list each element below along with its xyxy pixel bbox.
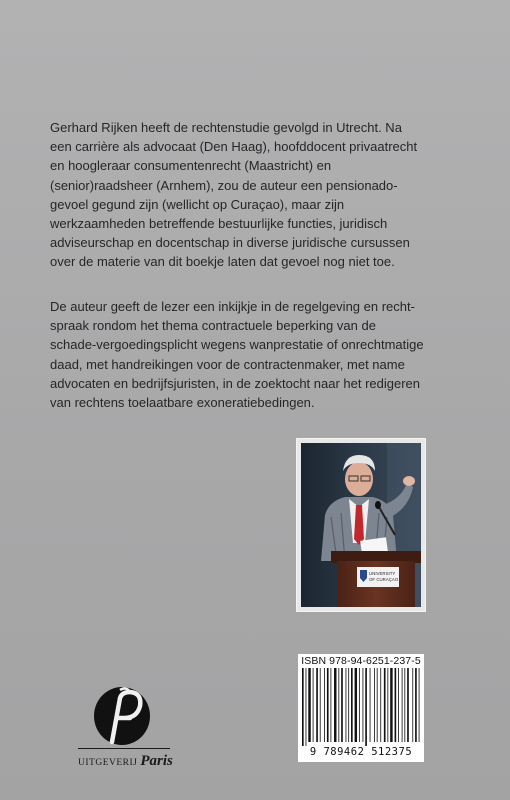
barcode-bar <box>380 668 381 742</box>
podium-text-1: UNIVERSITY <box>369 571 396 576</box>
publisher-divider <box>78 748 170 749</box>
barcode-bar <box>316 668 318 742</box>
podium-text-2: OF CURAÇAO <box>369 577 399 582</box>
barcode-bar <box>384 668 386 742</box>
barcode-bar <box>308 668 310 742</box>
barcode-icon <box>302 668 420 746</box>
publisher-name <box>78 752 178 770</box>
barcode-bar <box>398 668 399 742</box>
author-bio-paragraph: Gerhard Rijken heeft de rechtenstudie gevolgd in Utrecht. Na een carrière als advocaat (Den Haag), hoofddocent privaatrecht en hoogleraar consumentenrecht (Maastricht) en (senior)raadsheer (Arnhem), zou de auteur een pensionado-gevoel gegund zijn (wellicht op Curaçao), maar zijn werkzaamheden betreffende bestuurlijke functies, juridisch adviseurschap en docentschap in diverse juridische cursussen over de materie van dit boekje laten dat gevoel nog niet toe. <box>50 120 418 270</box>
barcode-bar <box>390 668 392 742</box>
author-photo <box>301 443 421 607</box>
author-photo-illustration <box>301 443 421 607</box>
barcode-bar <box>348 668 349 742</box>
barcode-bar <box>387 668 388 742</box>
barcode-bar <box>313 668 314 742</box>
barcode-bar <box>306 668 307 746</box>
barcode-bar <box>320 668 321 742</box>
publisher-name-first: UITGEVERIJ <box>78 758 138 768</box>
barcode-bar <box>412 668 413 742</box>
barcode-bar <box>302 668 304 746</box>
barcode-bar <box>334 668 336 742</box>
barcode-bar <box>355 668 357 742</box>
barcode-bar <box>363 668 364 742</box>
barcode-bar <box>330 668 331 742</box>
barcode-bar <box>346 668 347 742</box>
barcode-box <box>298 654 424 762</box>
barcode-bar <box>341 668 343 742</box>
barcode-bar <box>407 668 409 742</box>
barcode-bar <box>415 668 417 742</box>
barcode-bar <box>359 668 360 742</box>
barcode-bar <box>338 668 339 742</box>
barcode-bar <box>395 668 397 742</box>
barcode-bar <box>324 668 325 742</box>
publisher-name-second: Paris <box>140 753 173 769</box>
barcode-bar <box>374 668 375 742</box>
barcode-bar <box>402 668 403 742</box>
isbn-label: ISBN 978-94-6251-237-5 <box>301 655 421 667</box>
barcode-bar <box>370 668 371 742</box>
barcode-bar <box>419 668 420 742</box>
barcode-bar <box>327 668 329 742</box>
barcode-bar <box>377 668 378 742</box>
author-photo-frame <box>296 438 426 612</box>
publisher-p-logo-icon <box>82 686 162 748</box>
barcode-bar <box>365 668 367 746</box>
barcode-bar <box>404 668 405 742</box>
book-summary-paragraph: De auteur geeft de lezer een inkijkje in de regelgeving en recht-spraak rondom het thema contractuele beperking van de schade-vergoedingsplicht wegens wanprestatie of onrechtmatige daad, met handreikingen voor de contractenmaker, met name advocaten en bedrijfsjuristen, in de zoektocht naar het redigeren van rechtens toelaatbare exoneratiebedingen. <box>50 299 424 411</box>
barcode-digits: 9 789462 512375 <box>309 746 413 758</box>
barcode-bar <box>351 668 353 742</box>
